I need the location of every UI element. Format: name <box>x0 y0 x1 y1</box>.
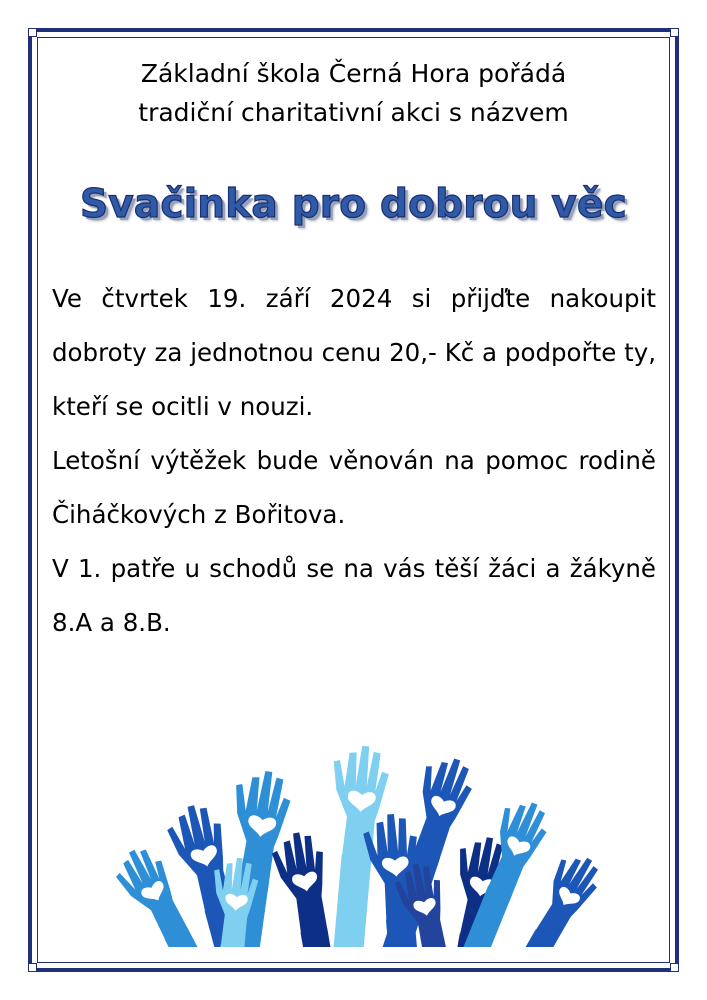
paragraph-location: V 1. patře u schodů se na vás těší žáci a žákyně 8.A a 8.B. <box>52 554 656 637</box>
border-corner <box>28 963 37 972</box>
paragraph-beneficiary: Letošní výtěžek bude věnován na pomoc rodině Čiháčkových z Bořitova. <box>52 446 656 529</box>
hand-with-heart <box>521 847 608 947</box>
raised-hands-illustration <box>96 711 610 947</box>
hand-with-heart <box>269 829 337 944</box>
intro-text <box>40 54 667 132</box>
border-corner <box>670 963 679 972</box>
border-corner <box>670 28 679 37</box>
event-description <box>52 272 656 650</box>
paragraph-date-price: Ve čtvrtek 19. září 2024 si přijďte nakoupit dobroty za jednotnou cenu 20,- Kč a podpořte ty, kteří se ocitli v nouzi. <box>52 284 656 421</box>
raised-hand <box>441 794 555 947</box>
hands-svg <box>96 711 610 947</box>
hand-arm <box>329 855 372 947</box>
event-title: Svačinka pro dobrou věc <box>79 182 628 227</box>
border-corner <box>28 28 37 37</box>
intro-line-2: tradiční charitativní akci s názvem <box>138 98 569 127</box>
intro-line-1: Základní škola Černá Hora pořádá <box>140 59 567 88</box>
